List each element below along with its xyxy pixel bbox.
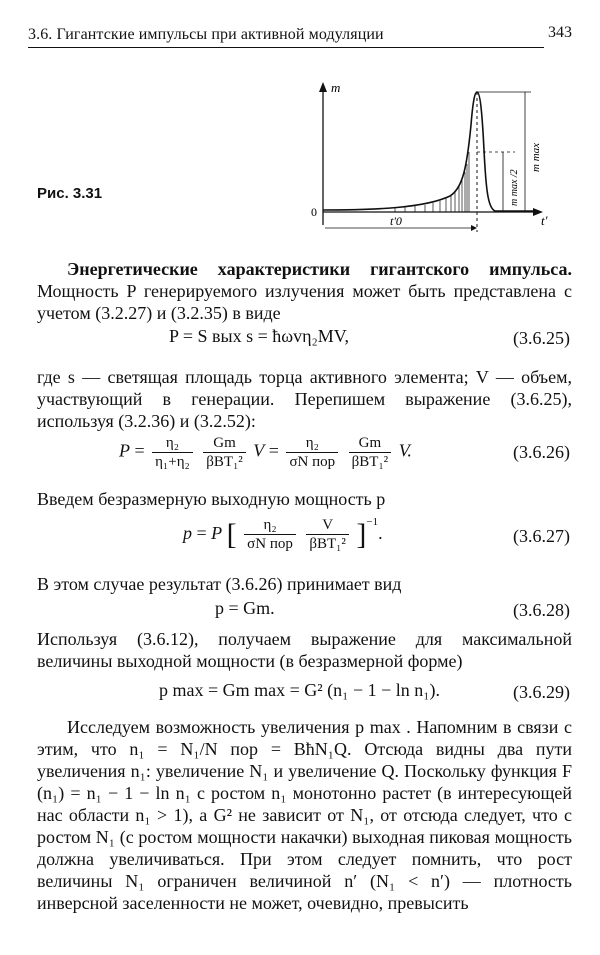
eq2-frac-npor-num: η₂ <box>286 434 338 453</box>
paragraph-1 <box>37 258 572 324</box>
axis-x-label: t' <box>541 213 548 228</box>
eq2-frac-gm-2-num: Gm <box>349 434 392 453</box>
eq3-bracket-left: [ <box>226 517 237 551</box>
eq2-frac-eta-num: η₂ <box>152 434 193 453</box>
eq2-equals-1: = <box>134 440 145 461</box>
pulse-plot-svg <box>305 80 575 240</box>
equation-3-6-25-body: P = S вых s = ħωvη₂MV, <box>169 326 349 346</box>
paragraph-5: Используя (3.6.12), получаем выражение для максимальной величины выходной мощности (в безразмерной форме) <box>37 629 572 671</box>
running-header <box>28 24 572 48</box>
y-axis-arrow <box>319 82 327 92</box>
equation-3-6-26 <box>37 434 572 480</box>
equation-3-6-26-body <box>119 434 412 471</box>
running-header-title: 3.6. Гигантские импульсы при активной модуляции <box>28 26 384 43</box>
equation-3-6-29-number: (3.6.29) <box>513 682 570 702</box>
mmax-label: m max <box>530 142 542 172</box>
eq2-frac-npor <box>286 434 338 471</box>
page-number: 343 <box>548 24 572 41</box>
eq2-V: V <box>253 440 265 461</box>
eq2-frac-gm-2-den: βBT₁² <box>351 454 389 470</box>
equation-3-6-25-number: (3.6.25) <box>513 328 570 348</box>
equation-3-6-26-number: (3.6.26) <box>513 442 570 462</box>
eq2-frac-gm-2 <box>349 434 392 471</box>
eq3-frac-npor-num: η₂ <box>244 516 296 535</box>
equation-3-6-29-body: p max = Gm max = G² (n₁ − 1 − ln n₁). <box>159 680 441 700</box>
paragraph-2: где s — светящая площадь торца активного элемента; V — объем, участвующий в генерации. Перепишем выражение (3.6.25), используя (3.2.36) и (3.2.52): <box>37 367 572 431</box>
t0-label: t'0 <box>390 214 402 228</box>
figure-pulse-plot <box>305 80 575 240</box>
eq2-V-end: V. <box>398 440 412 461</box>
eq3-power: −1 <box>366 516 379 528</box>
paragraph-1-rest: Мощность P генерируемого излучения может быть представлена с учетом (3.2.27) и (3.2.35) в виде <box>37 281 572 323</box>
paragraph-1-lead: Энергетические характеристики гигантского импульса. <box>67 259 572 279</box>
eq2-frac-eta-den: η₁+η₂ <box>155 454 190 470</box>
eq2-P: P <box>119 440 130 461</box>
equation-3-6-28-body: p = Gm. <box>215 598 275 618</box>
eq3-P: P <box>211 523 223 543</box>
eq3-frac-v <box>306 516 349 553</box>
eq2-frac-gm-1 <box>203 434 246 471</box>
eq2-equals-2: = <box>268 440 279 461</box>
origin-label: 0 <box>311 205 317 219</box>
eq2-frac-eta <box>152 434 193 471</box>
equation-3-6-28 <box>37 598 572 624</box>
eq3-frac-npor <box>244 516 296 553</box>
equation-3-6-27-number: (3.6.27) <box>513 526 570 546</box>
eq3-equals: = <box>196 523 207 543</box>
eq3-frac-v-num: V <box>306 516 349 535</box>
mmax-half-label: m max /2 <box>509 169 520 206</box>
equation-3-6-27 <box>37 516 572 566</box>
eq2-frac-gm-1-num: Gm <box>203 434 246 453</box>
pulse-curve <box>323 92 537 211</box>
eq2-frac-gm-1-den: βBT₁² <box>206 454 243 470</box>
equation-3-6-28-number: (3.6.28) <box>513 600 570 620</box>
header-rule <box>28 47 544 48</box>
eq3-p: p <box>183 523 192 543</box>
axis-y-label: m <box>331 80 341 95</box>
eq2-frac-npor-den: σN пор <box>289 454 336 470</box>
eq3-frac-npor-den: σN пор <box>247 536 293 553</box>
equation-3-6-25 <box>37 326 572 366</box>
hatch-region <box>395 152 469 212</box>
equation-3-6-27-body <box>183 516 383 553</box>
t0-span-arrow <box>471 225 477 231</box>
figure-caption: Рис. 3.31 <box>37 185 103 202</box>
eq3-frac-v-den: βBT₁² <box>309 536 346 553</box>
eq3-bracket-right: ] <box>356 517 367 551</box>
paragraph-3: Введем безразмерную выходную мощность p <box>37 489 386 509</box>
equation-3-6-29 <box>37 680 572 706</box>
paragraph-4: В этом случае результат (3.6.26) принимает вид <box>37 574 402 594</box>
paragraph-6: Исследуем возможность увеличения p max . Напомним в связи с этим, что n₁ = N₁/N пор = BħN₁Q. Отсюда видны два пути увеличения n₁: увеличение N₁ и увеличение Q. Поскольку функция F (n₁) = n₁ − 1 − ln n₁ с ростом n₁ монотонно растет (в интересующей нас области n₁ > 1), а G² не зависит от N₁, от отсюда следует, что с ростом N₁ (с ростом мощности накачки) выходная пиковая мощность должна увеличиваться. При этом следует помнить, что рост величины N₁ ограничен величиной n′ (N₁ < n′) — плотность инверсной заселенности не может, очевидно, превысить <box>37 717 572 913</box>
eq3-dot: . <box>378 523 383 543</box>
